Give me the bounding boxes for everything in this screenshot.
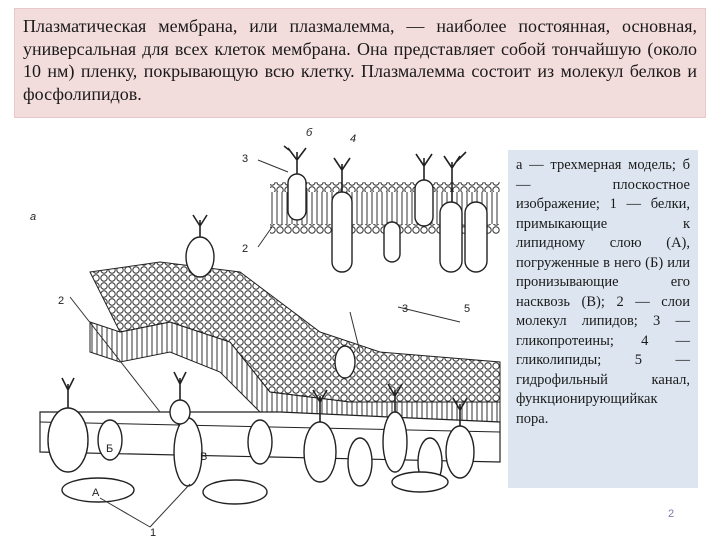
label-3-mid: 3 [402, 303, 409, 315]
intro-paragraph: Плазматическая мембрана, или плазмалемма, — наиболее постоянная, основная, универсальная для всех клеток мембрана. Она представляет собой тончайшую (около 10 нм) пленку, покрывающую всю клетку. Плазмалемма состоит из молекул белков и фосфолипидов. [23, 16, 697, 104]
label-a: а [30, 211, 37, 223]
intro-text-box [14, 8, 706, 118]
caption-text: а — трехмерная модель; б — плоскостное изображение; 1 — белки, примыкающие к липидному слою (А), погруженные в него (Б) или пронизывающие его насквозь (В); 2 — слои молекул липидов; 3 — гликопротеины; 4 — гликолипиды; 5 — гидрофильный канал, функционирующийкак пора. [516, 157, 690, 427]
label-A: А [92, 487, 100, 499]
caption-box [508, 150, 698, 488]
membrane-diagram [20, 122, 506, 538]
label-1: 1 [150, 527, 157, 538]
label-B2: В [200, 451, 208, 463]
flat-membrane-panel [270, 146, 500, 272]
label-4: 4 [350, 133, 357, 145]
label-b: б [306, 127, 313, 139]
label-2-left: 2 [58, 295, 65, 307]
label-5: 5 [464, 303, 471, 315]
label-2-right: 2 [242, 243, 249, 255]
label-B1: Б [106, 443, 114, 455]
page-number: 2 [668, 508, 675, 520]
label-3-top: 3 [242, 153, 249, 165]
